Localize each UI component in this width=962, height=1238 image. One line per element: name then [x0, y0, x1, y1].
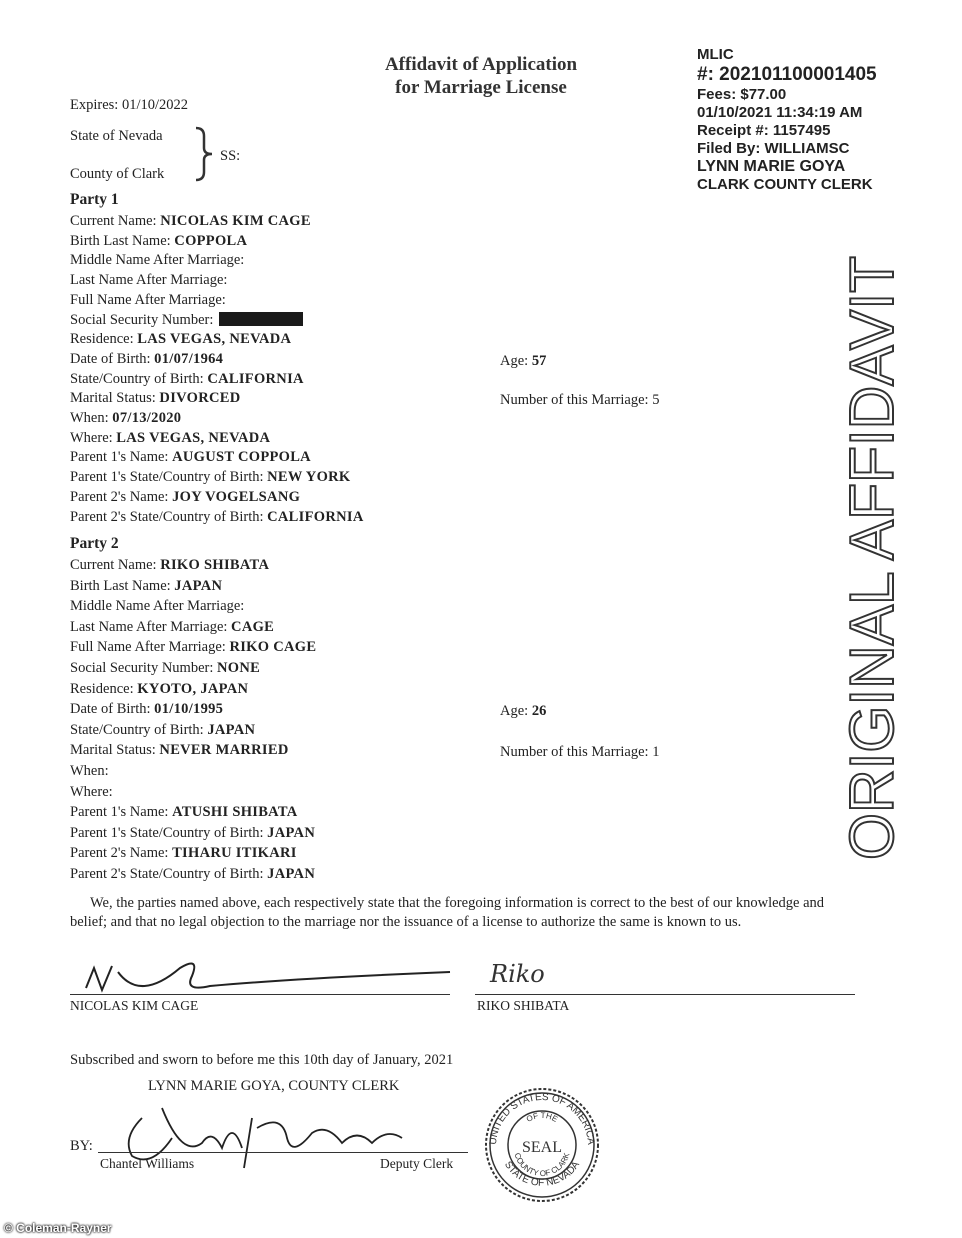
- watermark-text: ORIGINAL AFFIDAVIT: [838, 239, 907, 860]
- party2-signature-line: [475, 994, 855, 995]
- field-label: Full Name After Marriage:: [70, 291, 226, 308]
- field-row: [70, 679, 248, 699]
- field-label: Parent 1's State/Country of Birth:: [70, 824, 264, 841]
- field-value: 01/10/1995: [154, 701, 224, 718]
- field-label: Parent 1's Name:: [70, 449, 169, 466]
- field-row: [70, 740, 289, 760]
- field-row: [70, 250, 244, 270]
- clerk-filing-stamp: [697, 46, 877, 194]
- field-label: Marital Status:: [70, 390, 156, 407]
- marriage-number-value: 5: [652, 392, 660, 408]
- seal-outer-top: UNITED STATES OF AMERICA: [487, 1091, 597, 1146]
- redaction-box: [219, 312, 303, 326]
- field-value: JAPAN: [267, 866, 316, 882]
- field-label: Social Security Number:: [70, 660, 214, 676]
- field-value: TIHARU ITIKARI: [172, 845, 297, 862]
- field-value: ATUSHI SHIBATA: [172, 804, 298, 821]
- field-label: Last Name After Marriage:: [70, 272, 228, 289]
- county-seal: [482, 1086, 602, 1209]
- field-value: CALIFORNIA: [267, 508, 364, 525]
- field-label: Where:: [70, 429, 113, 446]
- county-clerk-name: LYNN MARIE GOYA, COUNTY CLERK: [148, 1078, 400, 1094]
- field-value: LAS VEGAS, NEVADA: [137, 331, 292, 348]
- age-label: Age:: [500, 703, 529, 719]
- field-row: [70, 802, 298, 822]
- field-value: NICOLAS KIM CAGE: [160, 213, 311, 229]
- field-row: [70, 555, 269, 575]
- field-row: [70, 507, 364, 527]
- field-row: [70, 720, 255, 740]
- seal-inner-bottom: COUNTY OF CLARK: [512, 1151, 572, 1179]
- field-value: KYOTO, JAPAN: [137, 680, 249, 697]
- field-value: NEW YORK: [267, 469, 351, 486]
- party2-marriage-number: [500, 742, 659, 762]
- field-label: State/Country of Birth:: [70, 721, 204, 738]
- county-label: County of Clark: [70, 166, 165, 182]
- field-row: [70, 290, 226, 310]
- field-row: [70, 211, 311, 231]
- field-row: [70, 428, 270, 448]
- seal-center: SEAL: [522, 1139, 562, 1156]
- field-value: NEVER MARRIED: [159, 742, 289, 759]
- field-row: [70, 823, 315, 843]
- expires-date: Expires: 01/10/2022: [70, 97, 189, 113]
- party2-handwritten-signature: Riko: [490, 960, 545, 988]
- field-row: [70, 617, 274, 637]
- field-value: CAGE: [231, 618, 275, 635]
- field-row: [70, 349, 223, 369]
- field-label: Parent 1's State/Country of Birth:: [70, 469, 264, 486]
- field-value: RIKO CAGE: [229, 639, 317, 656]
- party1-signature-line: [70, 994, 450, 995]
- field-label: Marital Status:: [70, 742, 156, 759]
- field-label: Social Security Number:: [70, 311, 214, 328]
- field-row: [70, 408, 181, 428]
- field-label: Date of Birth:: [70, 350, 151, 367]
- marriage-number-label: Number of this Marriage:: [500, 392, 649, 408]
- field-row: [70, 843, 297, 863]
- field-value: AUGUST COPPOLA: [172, 449, 311, 466]
- field-value: CALIFORNIA: [207, 370, 304, 387]
- ss-label: SS:: [220, 148, 241, 164]
- field-value: COPPOLA: [174, 232, 248, 249]
- field-label: Residence:: [70, 331, 134, 348]
- stamp-mlic: MLIC: [697, 46, 734, 63]
- field-row: [70, 699, 223, 719]
- statement-paragraph: We, the parties named above, each respectively state that the foregoing information is correct to the best of our knowledge and belief; and that no legal objection to the marriage nor the issuance of a license to authorize the same is known to us.: [70, 895, 825, 930]
- deputy-title: Deputy Clerk: [380, 1156, 454, 1171]
- stamp-datetime: 01/10/2021 11:34:19 AM: [697, 104, 863, 121]
- field-value: NONE: [216, 660, 261, 676]
- field-label: When:: [70, 763, 109, 779]
- field-row: [70, 231, 247, 251]
- field-label: Parent 2's Name:: [70, 845, 169, 862]
- field-label: Current Name:: [70, 557, 157, 573]
- field-row: [70, 658, 260, 678]
- age-label: Age:: [500, 353, 529, 369]
- title-line-2: for Marriage License: [395, 77, 567, 98]
- marriage-number-label: Number of this Marriage:: [500, 744, 649, 760]
- party1-age: [500, 351, 546, 371]
- field-row: [70, 467, 351, 487]
- photo-credit: © Coleman-Rayner: [4, 1221, 112, 1235]
- field-row: [70, 369, 304, 389]
- field-label: Parent 2's State/Country of Birth:: [70, 866, 264, 882]
- age-value: 26: [531, 703, 547, 719]
- seal-inner-top: OF THE: [524, 1110, 560, 1124]
- seal-outer-bottom: STATE OF NEVADA: [501, 1159, 583, 1189]
- field-row: [70, 596, 244, 616]
- party2-heading: Party 2: [70, 535, 119, 552]
- field-label: Where:: [70, 783, 113, 800]
- deputy-name: Chantel Williams: [100, 1156, 195, 1171]
- field-label: Date of Birth:: [70, 701, 151, 718]
- sworn-statement: Subscribed and sworn to before me this 10th day of January, 2021: [70, 1052, 454, 1068]
- age-value: 57: [531, 353, 547, 369]
- field-row: [70, 576, 222, 596]
- stamp-filed-by: Filed By: WILLIAMSC: [697, 140, 850, 157]
- stamp-clerk-title: CLARK COUNTY CLERK: [697, 176, 873, 193]
- field-label: Current Name:: [70, 213, 157, 229]
- field-value: 07/13/2020: [112, 410, 182, 426]
- field-label: Middle Name After Marriage:: [70, 252, 245, 269]
- field-label: When:: [70, 410, 109, 426]
- field-row: [70, 270, 227, 290]
- field-row: [70, 761, 109, 781]
- stamp-receipt: Receipt #: 1157495: [697, 122, 831, 139]
- brace-symbol: [188, 124, 218, 189]
- field-row: [70, 864, 315, 884]
- party2-signature-name: RIKO SHIBATA: [477, 998, 570, 1013]
- party1-signature-name: NICOLAS KIM CAGE: [70, 998, 199, 1013]
- field-row: [70, 487, 300, 507]
- field-value: LAS VEGAS, NEVADA: [116, 429, 271, 446]
- field-value: JOY VOGELSANG: [172, 488, 301, 505]
- field-row: [70, 329, 291, 349]
- party2-age: [500, 701, 546, 721]
- field-row: [70, 782, 113, 802]
- field-value: JAPAN: [174, 577, 223, 594]
- field-label: Parent 2's Name:: [70, 488, 169, 505]
- field-value: JAPAN: [207, 721, 256, 738]
- stamp-fees: Fees: $77.00: [697, 86, 787, 103]
- field-label: Full Name After Marriage:: [70, 639, 226, 656]
- field-value: RIKO SHIBATA: [160, 557, 270, 573]
- field-value: DIVORCED: [159, 390, 241, 407]
- field-row: [70, 310, 303, 330]
- field-label: Parent 2's State/Country of Birth:: [70, 508, 264, 525]
- field-value: JAPAN: [267, 824, 316, 841]
- state-label: State of Nevada: [70, 128, 163, 144]
- field-label: State/Country of Birth:: [70, 370, 204, 387]
- field-label: Residence:: [70, 680, 134, 697]
- field-label: Birth Last Name:: [70, 577, 171, 594]
- by-label: BY:: [70, 1138, 93, 1154]
- deputy-signature-line: [98, 1152, 468, 1153]
- field-row: [70, 637, 316, 657]
- field-label: Middle Name After Marriage:: [70, 598, 245, 615]
- field-value: 01/07/1964: [154, 350, 224, 367]
- field-label: Parent 1's Name:: [70, 804, 169, 821]
- marriage-number-value: 1: [652, 744, 660, 760]
- stamp-clerk-name: LYNN MARIE GOYA: [697, 158, 846, 175]
- original-affidavit-watermark: [838, 239, 907, 868]
- party1-heading: Party 1: [70, 191, 119, 208]
- field-row: [70, 447, 311, 467]
- stamp-number: #: 202101100001405: [697, 64, 877, 85]
- field-label: Last Name After Marriage:: [70, 618, 228, 635]
- party1-marriage-number: [500, 390, 659, 410]
- title-line-1: Affidavit of Application: [384, 54, 578, 75]
- field-row: [70, 388, 240, 408]
- field-label: Birth Last Name:: [70, 232, 171, 249]
